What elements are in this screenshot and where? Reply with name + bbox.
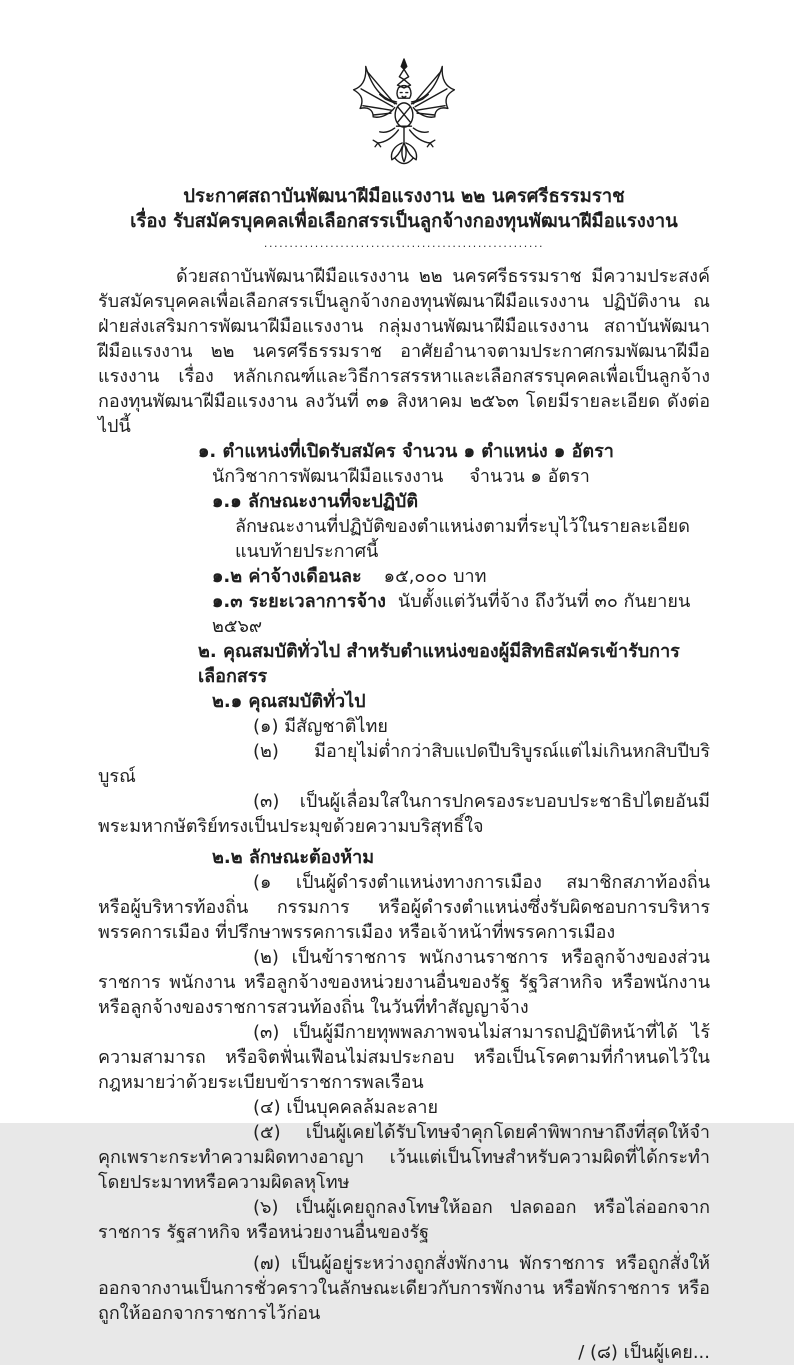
document-title-line2: เรื่อง รับสมัครบุคคลเพื่อเลือกสรรเป็นลูกจ้างกองทุนพัฒนาฝีมือแรงงาน bbox=[130, 211, 678, 232]
qualification-item: (๒) มีอายุไม่ต่ำกว่าสิบแปดปีบริบูรณ์แต่ไม่เกินหกสิบปีบริบูรณ์ bbox=[98, 741, 710, 787]
prohibition-item: (๔) เป็นบุคคลล้มละลาย bbox=[253, 1097, 439, 1118]
item-1-1-heading: ๑.๑ ลักษณะงานที่จะปฏิบัติ bbox=[212, 491, 419, 512]
document-title-line1: ประกาศสถาบันพัฒนาฝีมือแรงงาน ๒๒ นครศรีธรรมราช bbox=[183, 186, 625, 207]
item-1-1-text: ลักษณะงานที่ปฏิบัติของตำแหน่งตามที่ระบุไว้ในรายละเอียดแนบท้ายประกาศนี้ bbox=[235, 516, 690, 562]
item-1-2-value: ๑๕,๐๐๐ บาท bbox=[383, 566, 487, 587]
qualification-item: (๑) มีสัญชาติไทย bbox=[253, 716, 388, 737]
item-1-3-line bbox=[98, 589, 710, 639]
section2-1-heading: ๒.๑ คุณสมบัติทั่วไป bbox=[212, 691, 366, 712]
position-line bbox=[98, 464, 710, 489]
section2-heading: ๒. คุณสมบัติทั่วไป สำหรับตำแหน่งของผู้มีสิทธิสมัครเข้ารับการเลือกสรร bbox=[198, 641, 680, 687]
item-1-3-label: ๑.๓ ระยะเวลาการจ้าง bbox=[212, 591, 386, 612]
prohibition-item: (๖) เป็นผู้เคยถูกลงโทษให้ออก ปลดออก หรือไล่ออกจากราชการ รัฐสาหกิจ หรือหน่วยงานอื่นของรัฐ bbox=[98, 1197, 710, 1243]
intro-paragraph: ด้วยสถาบันพัฒนาฝีมือแรงงาน ๒๒ นครศรีธรรมราช มีความประสงค์รับสมัครบุคคลเพื่อเลือกสรรเป็นลูกจ้างกองทุนพัฒนาฝีมือแรงงาน ปฏิบัติงาน ณ ฝ่ายส่งเสริมการพัฒนาฝีมือแรงงาน กลุ่มงานพัฒนาฝีมือแรงงาน สถาบันพัฒนาฝีมือแรงงาน ๒๒ นครศรีธรรมราช อาศัยอำนาจตามประกาศกรมพัฒนาฝีมือแรงงาน เรื่อง หลักเกณฑ์และวิธีการสรรหาและเลือกสรรบุคคลเพื่อเป็นลูกจ้างกองทุนพัฒนาฝีมือแรงงาน ลงวันที่ ๓๑ สิงหาคม ๒๕๖๓ โดยมีรายละเอียด ดังต่อไปนี้ bbox=[98, 266, 710, 437]
dotted-divider: ....................................................... bbox=[263, 237, 545, 250]
item-1-2-label: ๑.๒ ค่าจ้างเดือนละ bbox=[212, 566, 362, 587]
item-1-3-value: นับตั้งแต่วันที่จ้าง ถึงวันที่ ๓๐ กันยายน ๒๕๖๙ bbox=[212, 591, 691, 637]
garuda-emblem bbox=[348, 56, 460, 174]
position-count: จำนวน ๑ อัตรา bbox=[469, 466, 590, 487]
garuda-emblem-drawing bbox=[348, 56, 460, 174]
prohibition-item: (๓) เป็นผู้มีกายทุพพลภาพจนไม่สามารถปฏิบัติหน้าที่ได้ ไร้ความสามารถ หรือจิตฟั่นเฟือนไม่สมประกอบ หรือเป็นโรคตามที่กำหนดไว้ในกฎหมายว่าด้วยระเบียบข้าราชการพลเรือน bbox=[98, 1022, 710, 1093]
section1-heading: ๑. ตำแหน่งที่เปิดรับสมัคร จำนวน ๑ ตำแหน่ง ๑ อัตรา bbox=[198, 441, 614, 462]
continuation-marker: / (๘) เป็นผู้เคย... bbox=[578, 1342, 710, 1363]
item-1-2-line bbox=[98, 564, 710, 589]
prohibition-item: (๕) เป็นผู้เคยได้รับโทษจำคุกโดยคำพิพากษาถึงที่สุดให้จำคุกเพราะกระทำความผิดทางอาญา เว้นแต่เป็นโทษสำหรับความผิดที่ได้กระทำโดยประมาทหรือความผิดลหุโทษ bbox=[98, 1122, 710, 1193]
position-name: นักวิชาการพัฒนาฝีมือแรงงาน bbox=[212, 466, 444, 487]
qualification-item: (๓) เป็นผู้เลื่อมใสในการปกครองระบอบประชาธิปไตยอันมีพระมหากษัตริย์ทรงเป็นประมุขด้วยความบริสุทธิ์ใจ bbox=[98, 791, 710, 837]
prohibition-item: (๗) เป็นผู้อยู่ระหว่างถูกสั่งพักงาน พักราชการ หรือถูกสั่งให้ออกจากงานเป็นการชั่วคราวในลักษณะเดียวกับการพักงาน หรือพักราชการ หรือถูกให้ออกจากราชการไว้ก่อน bbox=[98, 1253, 710, 1324]
prohibition-item: (๑ เป็นผู้ดำรงตำแหน่งทางการเมือง สมาชิกสภาท้องถิ่น หรือผู้บริหารท้องถิ่น กรรมการ หรือผู้ดำรงตำแหน่งซึ่งรับผิดชอบการบริหารพรรคการเมือง ที่ปรึกษาพรรคการเมือง หรือเจ้าหน้าที่พรรคการเมือง bbox=[98, 872, 710, 943]
prohibition-item: (๒) เป็นข้าราชการ พนักงานราชการ หรือลูกจ้างของส่วนราชการ พนักงาน หรือลูกจ้างของหน่วยงานอื่นของรัฐ รัฐวิสาหกิจ หรือพนักงาน หรือลูกจ้างของราชการสวนท้องถิ่น ในวันที่ทำสัญญาจ้าง bbox=[98, 947, 710, 1018]
section2-2-heading: ๒.๒ ลักษณะต้องห้าม bbox=[212, 847, 375, 868]
